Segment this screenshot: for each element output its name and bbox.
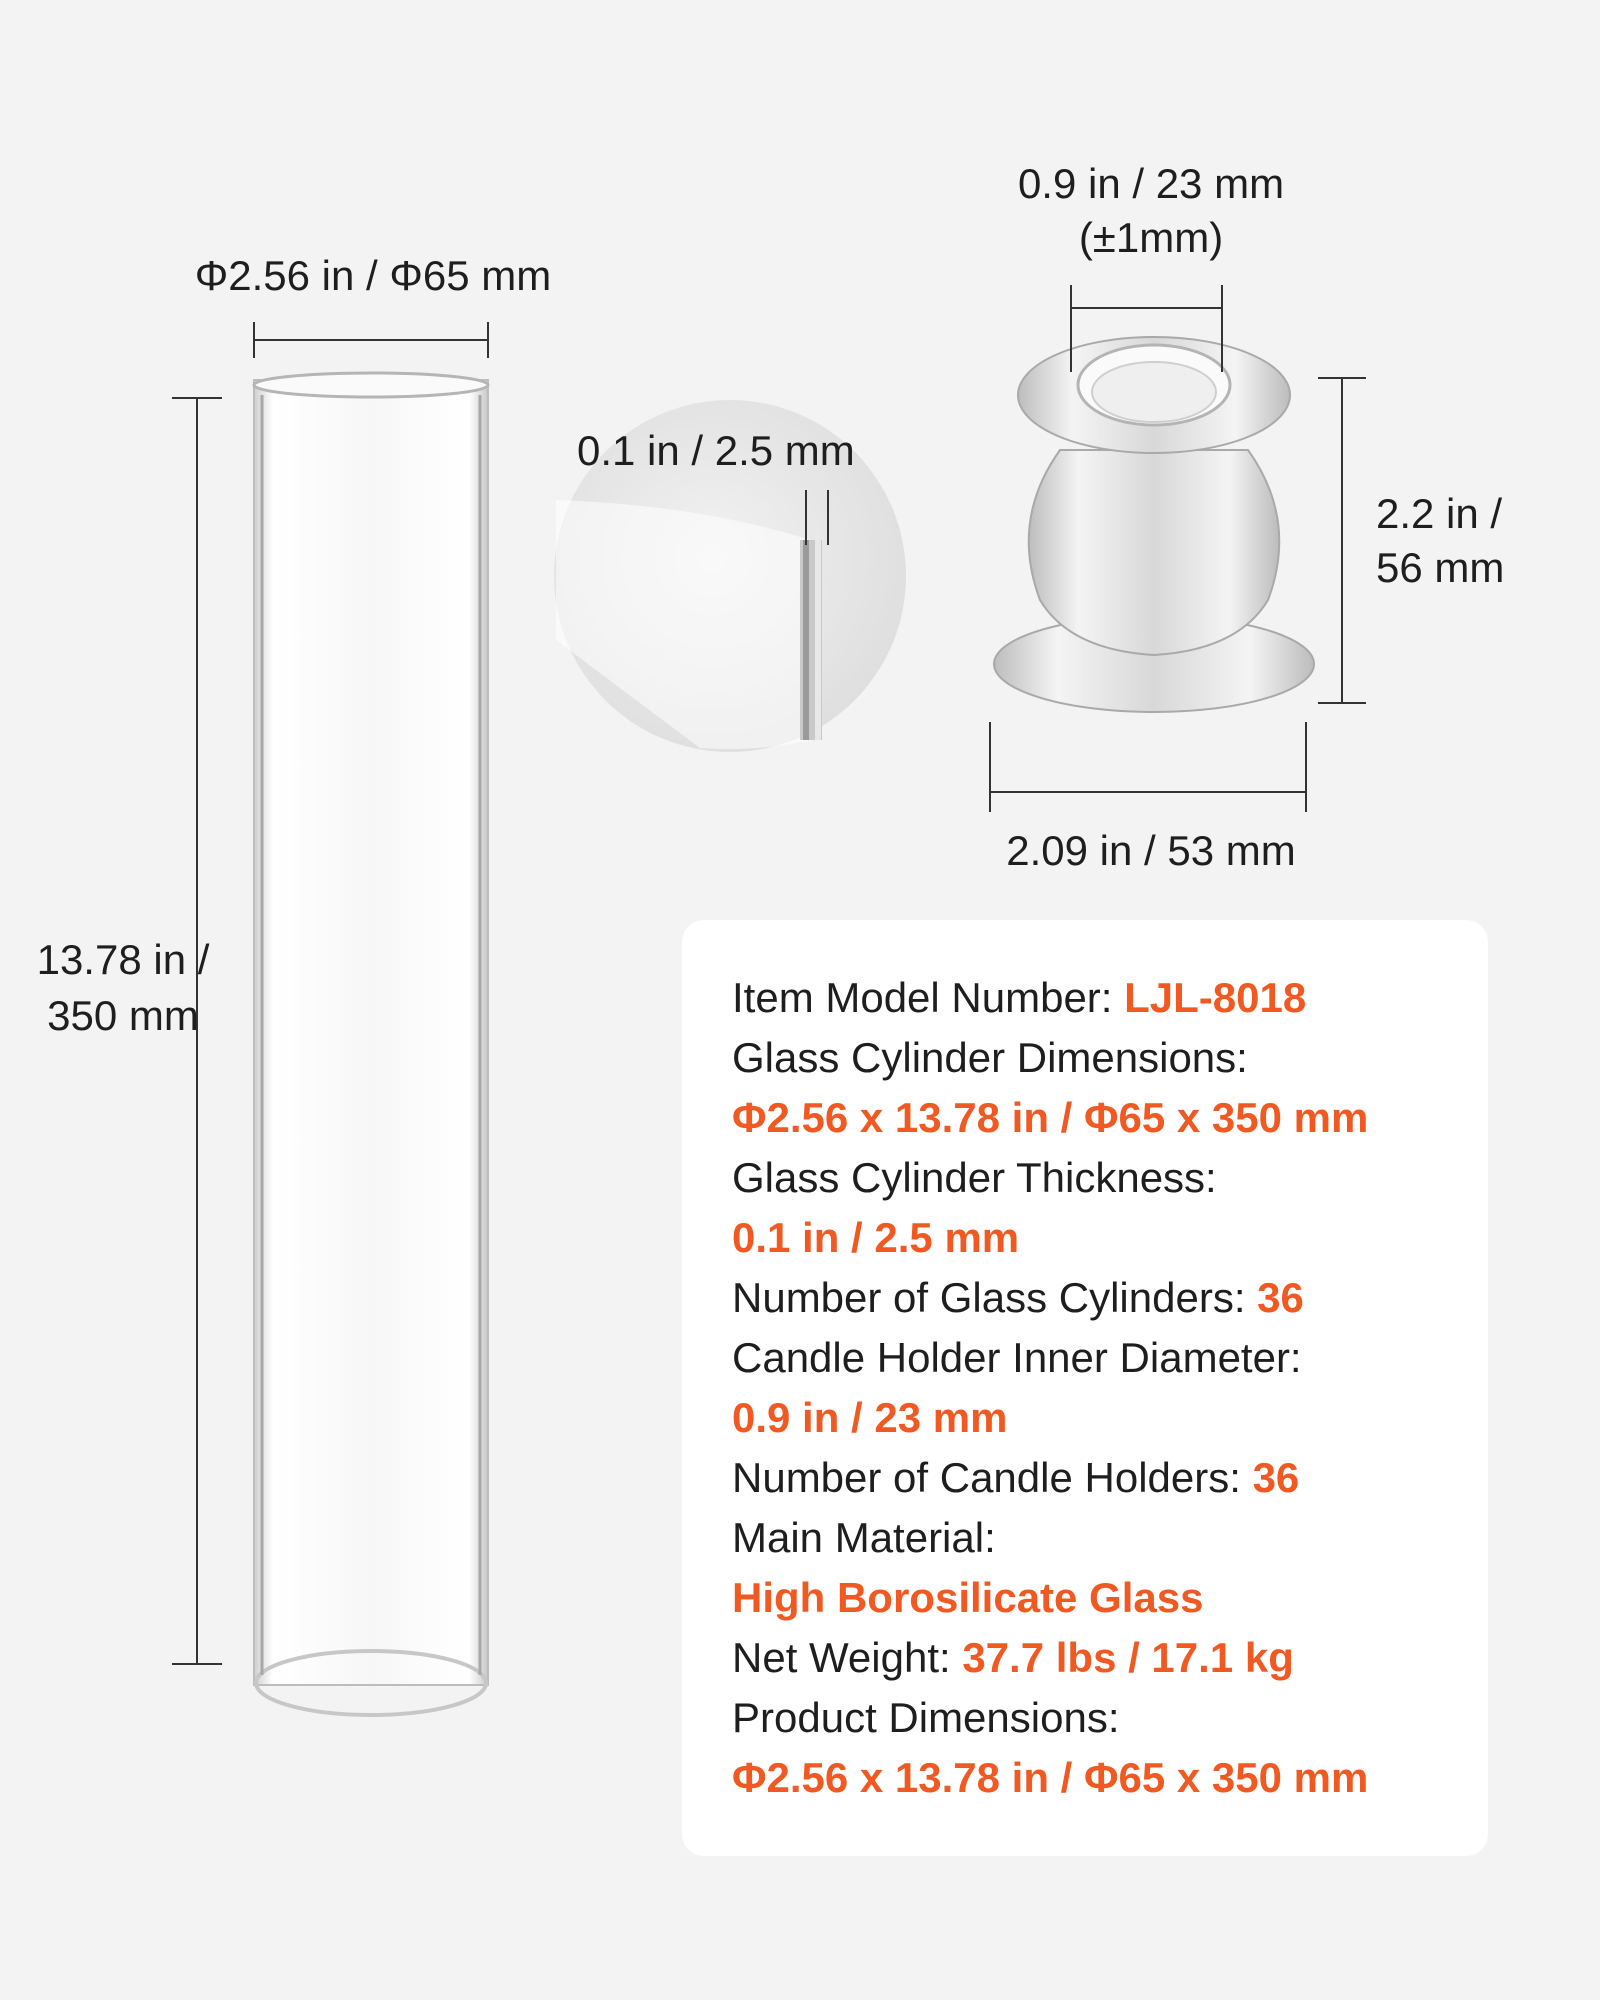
spec-material-label: Main Material: xyxy=(732,1514,996,1561)
spec-num-cylinders-label: Number of Glass Cylinders: xyxy=(732,1274,1258,1321)
spec-product-dimensions-label: Product Dimensions: xyxy=(732,1694,1120,1741)
holder-height-line2: 56 mm xyxy=(1376,544,1505,591)
candle-holder-image xyxy=(994,337,1314,712)
holder-diameter-line2: (±1mm) xyxy=(1078,214,1224,261)
cylinder-height-line1: 13.78 in / xyxy=(36,936,210,983)
holder-diameter-label xyxy=(1018,157,1284,265)
thickness-label: 0.1 in / 2.5 mm xyxy=(577,427,855,474)
holder-height-dimension xyxy=(1318,378,1366,703)
holder-base-label: 2.09 in / 53 mm xyxy=(1006,827,1296,874)
spec-material-value: High Borosilicate Glass xyxy=(732,1574,1204,1621)
spec-cylinder-dimensions-value: Φ2.56 x 13.78 in / Φ65 x 350 mm xyxy=(732,1094,1369,1141)
spec-weight-value: 37.7 lbs / 17.1 kg xyxy=(962,1634,1294,1681)
spec-product-dimensions-value: Φ2.56 x 13.78 in / Φ65 x 350 mm xyxy=(732,1754,1369,1801)
spec-num-holders-value: 36 xyxy=(1252,1454,1300,1501)
spec-model-label: Item Model Number: xyxy=(732,974,1125,1021)
spec-thickness-value: 0.1 in / 2.5 mm xyxy=(732,1214,1020,1261)
cylinder-height-label xyxy=(37,932,210,1044)
spec-num-holders xyxy=(732,1448,1458,1508)
cylinder-diameter-dimension xyxy=(254,322,488,358)
cylinder-diameter-label: Φ2.56 in / Φ65 mm xyxy=(194,252,552,299)
spec-list xyxy=(732,968,1458,1808)
holder-height-label xyxy=(1376,487,1504,595)
holder-height-line1: 2.2 in / xyxy=(1376,490,1503,537)
cylinder-height-line2: 350 mm xyxy=(47,992,199,1039)
spec-cylinder-dimensions-label: Glass Cylinder Dimensions: xyxy=(732,1034,1248,1081)
spec-num-holders-label: Number of Candle Holders: xyxy=(732,1454,1253,1501)
holder-base-dimension xyxy=(990,722,1306,812)
spec-holder-diameter-label: Candle Holder Inner Diameter: xyxy=(732,1334,1302,1381)
holder-diameter-line1: 0.9 in / 23 mm xyxy=(1017,160,1285,207)
glass-cylinder-image xyxy=(254,373,488,1715)
spec-weight-label: Net Weight: xyxy=(732,1634,963,1681)
spec-model xyxy=(732,968,1458,1028)
spec-model-value: LJL-8018 xyxy=(1124,974,1307,1021)
spec-thickness-label: Glass Cylinder Thickness: xyxy=(732,1154,1217,1201)
spec-weight xyxy=(732,1628,1458,1688)
spec-holder-diameter-value: 0.9 in / 23 mm xyxy=(732,1394,1008,1441)
spec-num-cylinders-value: 36 xyxy=(1257,1274,1304,1321)
spec-card xyxy=(682,920,1488,1856)
spec-num-cylinders xyxy=(732,1268,1458,1328)
